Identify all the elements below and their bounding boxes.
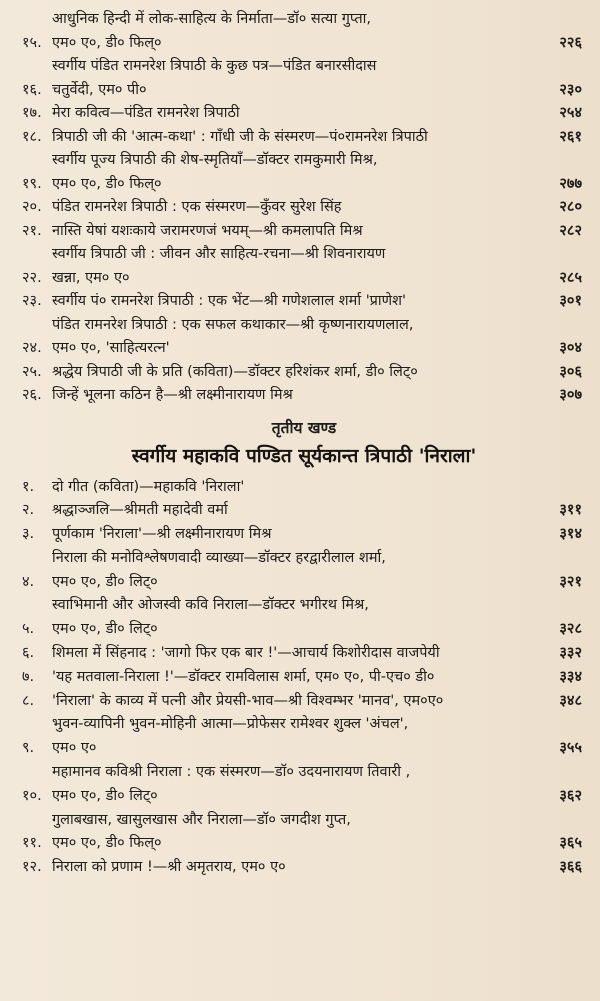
entry-title bbox=[52, 149, 530, 196]
entry-number: २५. bbox=[22, 363, 42, 380]
entry-page-number: ३०६ bbox=[559, 363, 582, 380]
entry-title bbox=[52, 102, 530, 126]
entry-title bbox=[52, 314, 530, 361]
entry-page-number: २८५ bbox=[559, 269, 582, 286]
entry-title-line: एम० ए०, डी० फिल्० bbox=[52, 175, 162, 192]
entry-title bbox=[52, 547, 530, 595]
entry-page-number: २८२ bbox=[559, 222, 582, 239]
entry-number: १७. bbox=[22, 105, 42, 121]
entry-page-number: ३२८ bbox=[559, 621, 582, 638]
entry-title-line: निराला को प्रणाम !—श्री अमृतराय, एम० ए० bbox=[52, 859, 286, 876]
entry-title-line: गुलाबखास, खासुलखास और निराला—डॉ० जगदीश गुप्त, bbox=[52, 811, 351, 828]
entry-title bbox=[52, 713, 530, 761]
entry-title bbox=[52, 499, 530, 523]
entry-title bbox=[52, 126, 530, 150]
entry-title-line: त्रिपाठी जी की 'आत्म-कथा' : गाँधी जी के संस्मरण—पं०रामनरेश त्रिपाठी bbox=[52, 128, 428, 145]
entry-title-line: स्वर्गीय पंडित रामनरेश त्रिपाठी के कुछ पत्र—पंडित बनारसीदास bbox=[52, 58, 377, 74]
entry-title-line: 'यह मतवाला-निराला !'—डॉक्टर रामविलास शर्मा, एम० ए०, पी-एच० डी० bbox=[52, 668, 435, 685]
entry-title-line: एम० ए०, डी० फिल्० bbox=[52, 34, 162, 51]
entry-title-line: पंडित रामनरेश त्रिपाठी : एक संस्मरण—कुँवर सुरेश सिंह bbox=[52, 199, 342, 215]
toc-entry bbox=[22, 642, 586, 666]
entry-number: ३. bbox=[22, 526, 35, 543]
entry-number: २०. bbox=[22, 199, 42, 215]
entry-title bbox=[52, 220, 530, 244]
entry-title bbox=[52, 384, 530, 408]
entry-number: १८. bbox=[22, 128, 42, 145]
toc-entry bbox=[22, 361, 586, 385]
toc-entry bbox=[22, 290, 586, 314]
entry-title bbox=[52, 361, 530, 385]
toc-entry bbox=[22, 523, 586, 547]
entry-title bbox=[52, 666, 530, 690]
entry-title-line: शिमला में सिंहनाद : 'जागो फिर एक बार !'—आचार्य किशोरीदास वाजपेयी bbox=[52, 645, 440, 662]
entry-number: २२. bbox=[22, 269, 42, 286]
entry-title-line: एम० ए०, डी० लिट्० bbox=[52, 573, 158, 590]
entry-title-line: एम० ए०, 'साहित्यरत्न' bbox=[52, 340, 170, 356]
section-3-title: स्वर्गीय महाकवि पण्डित सूर्यकान्त त्रिपाठी 'निराला' bbox=[131, 444, 477, 467]
entry-number: ४. bbox=[22, 573, 35, 590]
entry-title bbox=[52, 8, 530, 55]
entry-number: २३. bbox=[22, 293, 42, 309]
entry-title-line: चतुर्वेदी, एम० पी० bbox=[52, 81, 147, 98]
entry-number: १. bbox=[22, 478, 35, 495]
entry-title-line: पंडित रामनरेश त्रिपाठी : एक सफल कथाकार—श्री कृष्णनारायणलाल, bbox=[52, 316, 414, 333]
entry-title bbox=[52, 476, 530, 500]
entry-title bbox=[52, 55, 530, 102]
toc-entry bbox=[22, 499, 586, 523]
entry-number: १२. bbox=[22, 859, 42, 876]
entry-page-number: ३६६ bbox=[559, 859, 582, 876]
toc-entry bbox=[22, 220, 586, 244]
entry-number: १५. bbox=[22, 34, 42, 51]
entry-title-line: निराला की मनोविश्लेषणवादी व्याख्या—डॉक्टर हरद्वारीलाल शर्मा, bbox=[52, 549, 386, 566]
entry-title bbox=[52, 642, 530, 666]
entry-number: २१. bbox=[22, 222, 42, 239]
entry-title-line: 'निराला' के काव्य में पत्नी और प्रेयसी-भाव—श्री विश्वम्भर 'मानव', एम०ए० bbox=[52, 692, 444, 709]
entry-title-line: भुवन-व्यापिनी भुवन-मोहिनी आत्मा—प्रोफेसर रामेश्वर शुक्ल 'अंचल', bbox=[52, 716, 409, 733]
entry-page-number: २२६ bbox=[559, 34, 582, 51]
entry-number: ११. bbox=[22, 835, 42, 852]
entry-number: ७. bbox=[22, 668, 35, 685]
entry-page-number: ३०७ bbox=[559, 387, 582, 403]
entry-number: ५. bbox=[22, 621, 35, 638]
entry-page-number: ३१४ bbox=[559, 526, 582, 543]
entry-page-number: ३०१ bbox=[559, 293, 582, 309]
toc-entry bbox=[22, 690, 586, 714]
entry-title-line: एम० ए०, डी० लिट्० bbox=[52, 787, 158, 804]
toc-entry bbox=[22, 314, 586, 361]
entry-title-line: जिन्हें भूलना कठिन है—श्री लक्ष्मीनारायण मिश्र bbox=[52, 387, 293, 403]
entry-title-line: नास्ति येषां यशःकाये जरामरणजं भयम्—श्री कमलापति मिश्र bbox=[52, 222, 363, 239]
entry-number: २४. bbox=[22, 340, 42, 356]
toc-entry bbox=[22, 243, 586, 290]
entry-title bbox=[52, 809, 530, 857]
entry-title-line: स्वर्गीय पूज्य त्रिपाठी की शेष-स्मृतियाँ—डॉक्टर रामकुमारी मिश्र, bbox=[52, 152, 378, 168]
entry-page-number: ३५५ bbox=[559, 740, 582, 757]
toc-entry bbox=[22, 8, 586, 55]
entry-page-number: ३११ bbox=[559, 502, 582, 519]
entry-page-number: ३६२ bbox=[559, 787, 582, 804]
toc-entry bbox=[22, 594, 586, 642]
entry-page-number: २६१ bbox=[559, 128, 582, 145]
entry-title-line: महामानव कविश्री निराला : एक संस्मरण—डॉ० उदयनारायण तिवारी , bbox=[52, 764, 411, 781]
entry-page-number: ३०४ bbox=[559, 340, 582, 356]
entry-title-line: एम० ए०, डी० फिल्० bbox=[52, 835, 162, 852]
entry-title-line: स्वर्गीय पं० रामनरेश त्रिपाठी : एक भेंट—श्री गणेशलाल शर्मा 'प्राणेश' bbox=[52, 293, 407, 309]
entry-title-line: एम० ए० bbox=[52, 740, 97, 757]
entry-title-line: श्रद्धाञ्जलि—श्रीमती महादेवी वर्मा bbox=[52, 502, 228, 519]
entry-number: १६. bbox=[22, 81, 42, 98]
entry-number: ९. bbox=[22, 740, 35, 757]
section-3-heading: तृतीय खण्ड bbox=[271, 418, 337, 437]
toc-entry bbox=[22, 55, 586, 102]
entry-title bbox=[52, 196, 530, 220]
entry-page-number: २७७ bbox=[559, 175, 582, 192]
toc-entry bbox=[22, 761, 586, 809]
toc-entry bbox=[22, 384, 586, 408]
entry-page-number: ३६५ bbox=[559, 835, 582, 852]
entry-number: ८. bbox=[22, 692, 35, 709]
toc-entry bbox=[22, 547, 586, 595]
entry-page-number: ३२१ bbox=[559, 573, 582, 590]
entry-title bbox=[52, 761, 530, 809]
entry-title bbox=[52, 690, 530, 714]
entry-title-line: स्वाभिमानी और ओजस्वी कवि निराला—डॉक्टर भगीरथ मिश्र, bbox=[52, 597, 369, 614]
entry-title-line: खन्ना, एम० ए० bbox=[52, 269, 130, 286]
entry-number: २. bbox=[22, 502, 35, 519]
entry-title-line: पूर्णकाम 'निराला'—श्री लक्ष्मीनारायण मिश्र bbox=[52, 526, 272, 543]
toc-entry bbox=[22, 666, 586, 690]
toc-section-3-list bbox=[22, 476, 586, 881]
entry-page-number: २८० bbox=[559, 199, 582, 215]
entry-page-number: २५४ bbox=[559, 105, 582, 121]
entry-title bbox=[52, 243, 530, 290]
entry-title bbox=[52, 523, 530, 547]
toc-entry bbox=[22, 196, 586, 220]
entry-page-number: २३० bbox=[559, 81, 582, 98]
toc-entry bbox=[22, 149, 586, 196]
entry-number: १०. bbox=[22, 787, 42, 804]
toc-entry bbox=[22, 126, 586, 150]
entry-title bbox=[52, 856, 530, 880]
toc-entry bbox=[22, 856, 586, 880]
entry-title bbox=[52, 594, 530, 642]
entry-title-line: स्वर्गीय त्रिपाठी जी : जीवन और साहित्य-रचना—श्री शिवनारायण bbox=[52, 246, 386, 262]
toc-entry bbox=[22, 102, 586, 126]
entry-title-line: श्रद्धेय त्रिपाठी जी के प्रति (कविता)—डॉक्टर हरिशंकर शर्मा, डी० लिट्० bbox=[52, 363, 418, 380]
entry-page-number: ३३२ bbox=[559, 645, 582, 662]
entry-page-number: ३४८ bbox=[559, 692, 582, 709]
entry-title-line: आधुनिक हिन्दी में लोक-साहित्य के निर्माता—डॉ० सत्या गुप्ता, bbox=[52, 11, 371, 27]
toc-entry bbox=[22, 476, 586, 500]
entry-title-line: मेरा कवित्व—पंडित रामनरेश त्रिपाठी bbox=[52, 105, 240, 121]
entry-number: ६. bbox=[22, 645, 35, 662]
toc-entry bbox=[22, 713, 586, 761]
entry-title-line: दो गीत (कविता)—महाकवि 'निराला' bbox=[52, 478, 245, 495]
entry-title bbox=[52, 290, 530, 314]
toc-section-2-list bbox=[22, 8, 586, 408]
entry-title-line: एम० ए०, डी० लिट्० bbox=[52, 621, 158, 638]
toc-entry bbox=[22, 809, 586, 857]
entry-number: २६. bbox=[22, 387, 42, 403]
entry-number: १९. bbox=[22, 175, 42, 192]
entry-page-number: ३३४ bbox=[559, 668, 582, 685]
